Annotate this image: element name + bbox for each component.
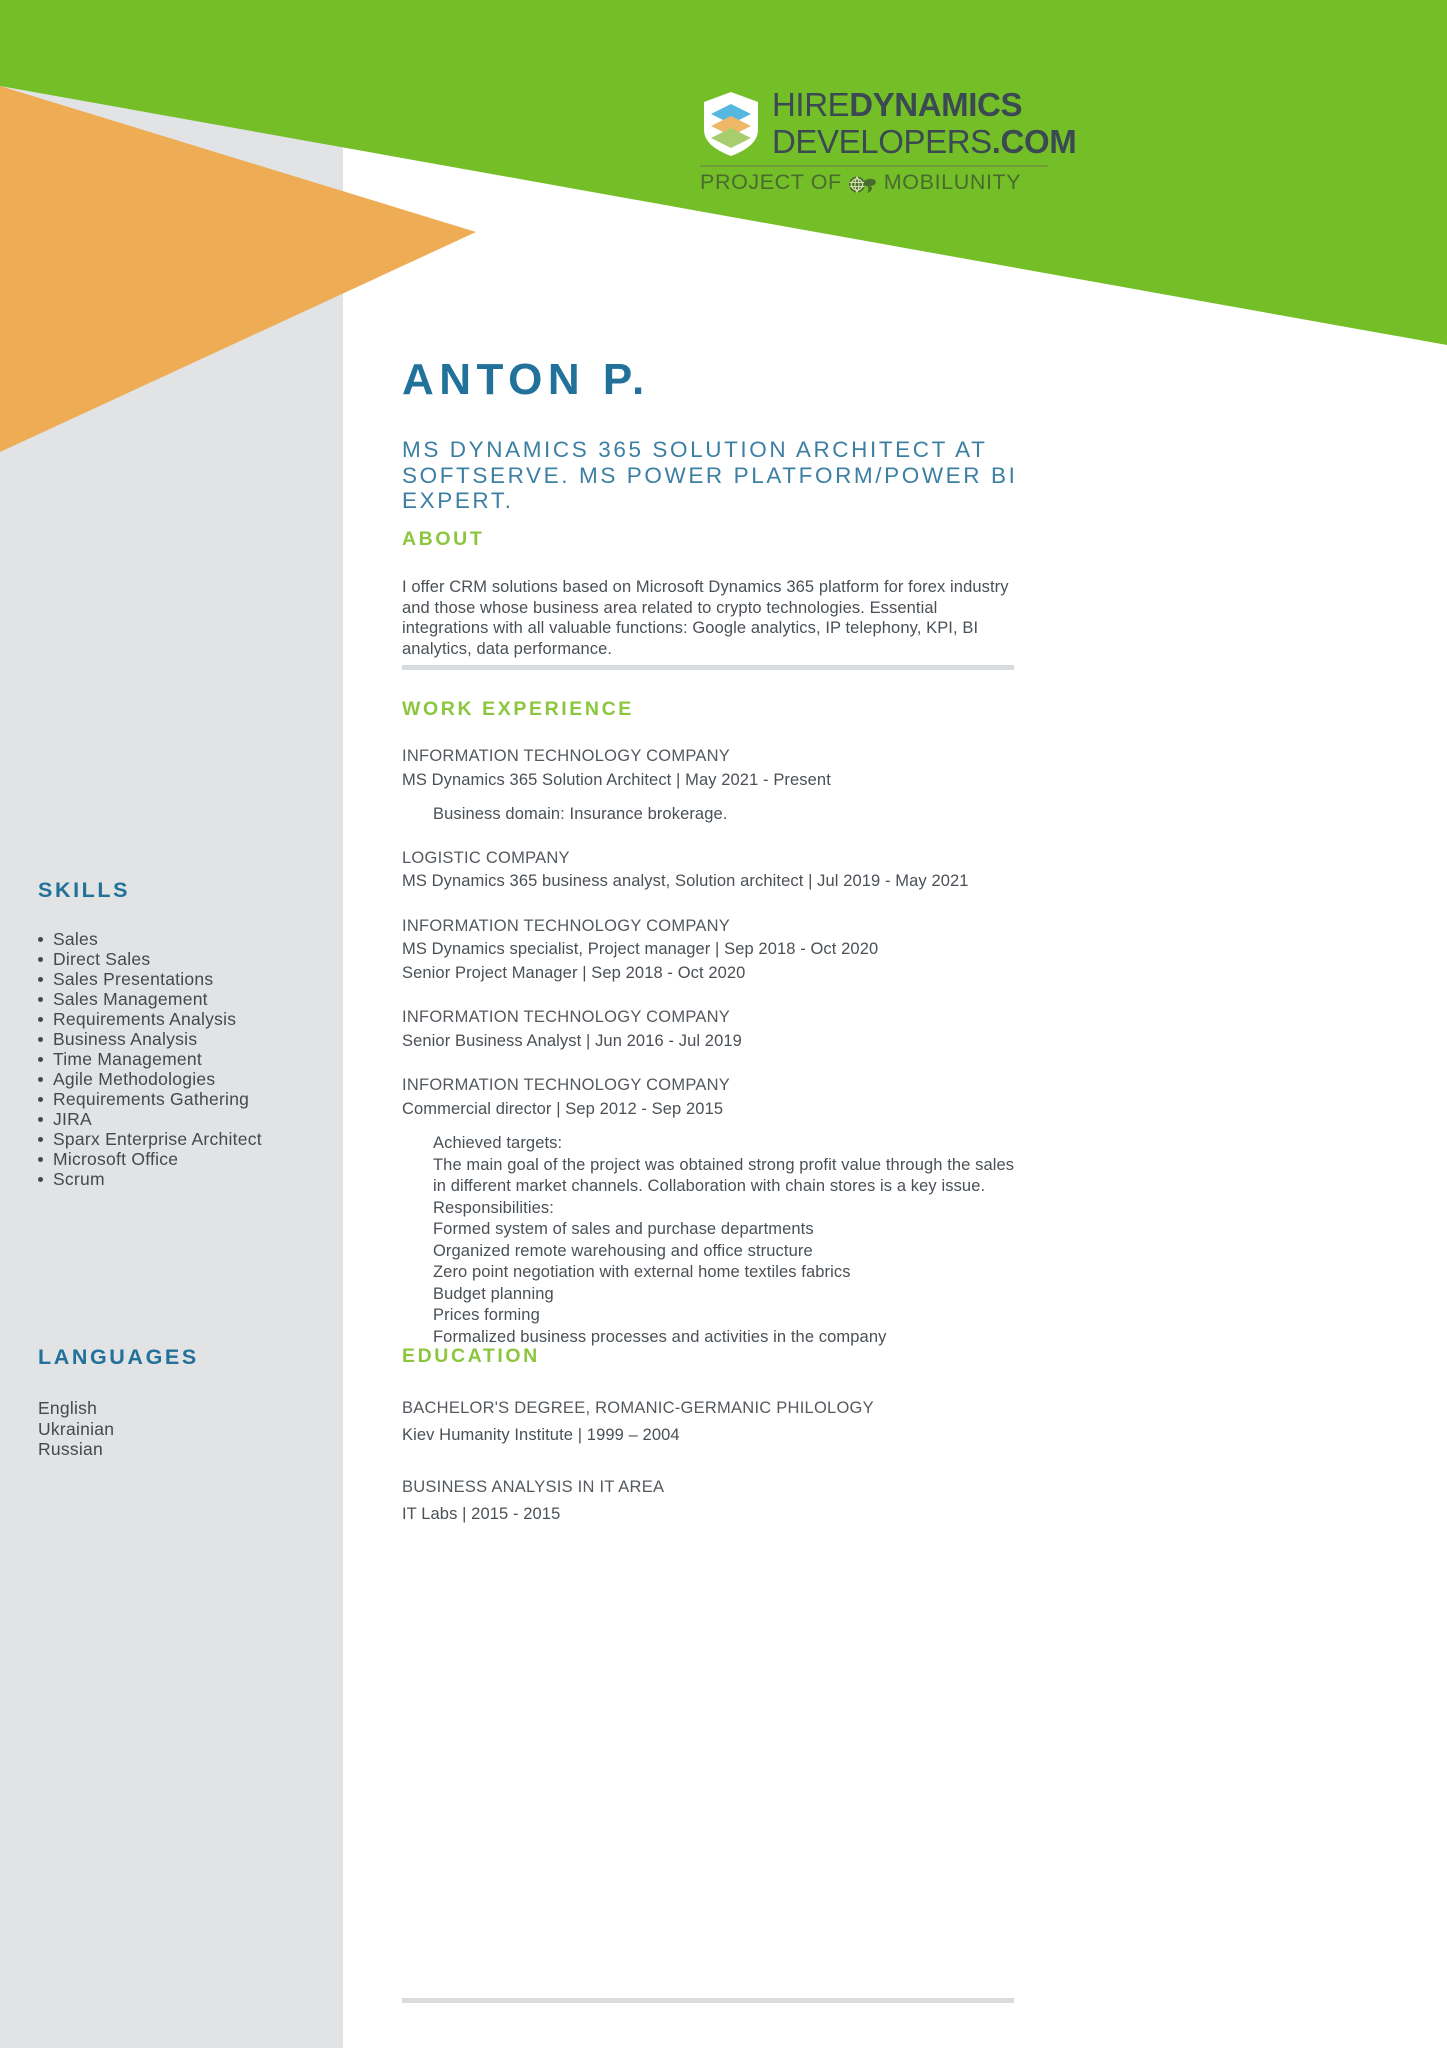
education-heading: EDUCATION — [402, 1345, 540, 1367]
job-position: Senior Project Manager | Sep 2018 - Oct 2020 — [402, 963, 746, 982]
mobilunity-globe-icon — [848, 174, 878, 195]
logo-divider — [700, 165, 1048, 167]
list-item: Sales — [0, 929, 343, 949]
job-detail-line: Formed system of sales and purchase departments — [433, 1220, 814, 1238]
logo-line2-bold: .COM — [991, 123, 1077, 160]
job-detail-line: Business domain: Insurance brokerage. — [433, 805, 728, 823]
languages-list — [0, 1398, 343, 1460]
logo-subline-prefix: PROJECT OF — [700, 170, 842, 194]
list-item: English — [38, 1398, 98, 1418]
job-company: INFORMATION TECHNOLOGY COMPANY — [402, 916, 731, 935]
logo-line1-bold: DYNAMICS — [849, 86, 1023, 123]
job-entry — [402, 1006, 1022, 1053]
education-degree: BUSINESS ANALYSIS IN IT AREA — [402, 1478, 665, 1496]
skills-list — [0, 929, 343, 1189]
languages-heading: LANGUAGES — [38, 1345, 199, 1369]
job-detail-line: Formalized business processes and activities in the company — [433, 1327, 887, 1346]
list-item: Microsoft Office — [0, 1149, 343, 1169]
job-entry — [402, 915, 1022, 986]
job-company: INFORMATION TECHNOLOGY COMPANY — [402, 1076, 731, 1094]
education-section — [402, 1345, 1022, 1526]
list-item: Russian — [38, 1439, 103, 1459]
job-detail-line: Achieved targets: — [433, 1134, 563, 1152]
list-item: Direct Sales — [0, 949, 343, 969]
education-degree: BACHELOR'S DEGREE, ROMANIC-GERMANIC PHILOLOGY — [402, 1399, 874, 1417]
job-detail-line: Prices forming — [433, 1306, 540, 1324]
job-position: Commercial director | Sep 2012 - Sep 2015 — [402, 1099, 724, 1118]
languages-section — [0, 1345, 343, 1460]
job-entry — [402, 847, 1022, 894]
skills-section — [0, 878, 343, 1189]
page-title: ANTON P. — [402, 355, 650, 404]
about-section — [402, 528, 1014, 659]
education-school: IT Labs | 2015 - 2015 — [402, 1505, 561, 1523]
job-detail-line: Zero point negotiation with external home textiles fabrics — [433, 1263, 851, 1281]
about-heading: ABOUT — [402, 528, 485, 550]
job-details — [402, 804, 1022, 826]
job-entry — [402, 745, 1022, 826]
list-item: Business Analysis — [0, 1029, 343, 1049]
section-divider-bottom — [402, 1998, 1014, 2003]
job-company: INFORMATION TECHNOLOGY COMPANY — [402, 747, 731, 765]
section-divider-top — [402, 665, 1014, 670]
education-entry — [402, 1472, 1022, 1526]
about-text: I offer CRM solutions based on Microsoft Dynamics 365 platform for forex industry and those whose business area related to crypto technologies. Essential integrations with all valuable functions: Google analytics, IP telephony, KPI, BI analytics, data performance. — [402, 578, 1009, 658]
layered-cube-shield-icon — [700, 90, 762, 158]
work-experience-section — [402, 698, 1022, 1348]
logo-line2-light: DEVELOPERS — [772, 123, 992, 160]
job-position: MS Dynamics 365 business analyst, Solution architect | Jul 2019 - May 2021 — [402, 872, 969, 890]
list-item: Scrum — [0, 1169, 343, 1189]
education-entry — [402, 1393, 1022, 1447]
job-position: Senior Business Analyst | Jun 2016 - Jul 2019 — [402, 1031, 742, 1050]
job-detail-line: Organized remote warehousing and office structure — [433, 1241, 813, 1260]
job-detail-line: Budget planning — [433, 1284, 554, 1303]
skills-heading: SKILLS — [38, 878, 131, 902]
logo-line1-light: HIRE — [772, 86, 850, 123]
job-position: MS Dynamics specialist, Project manager | Sep 2018 - Oct 2020 — [402, 940, 879, 958]
logo-subline — [700, 170, 1060, 195]
brand-logo[interactable] — [700, 86, 1077, 198]
list-item: Agile Methodologies — [0, 1069, 343, 1089]
job-detail-line: Responsibilities: — [433, 1198, 554, 1217]
list-item: Sales Management — [0, 989, 343, 1009]
list-item: Sales Presentations — [0, 969, 343, 989]
work-experience-heading: WORK EXPERIENCE — [402, 698, 634, 720]
job-position: MS Dynamics 365 Solution Architect | May 2021 - Present — [402, 770, 831, 789]
list-item: Requirements Gathering — [0, 1089, 343, 1109]
list-item: Requirements Analysis — [0, 1009, 343, 1029]
list-item: Ukrainian — [38, 1418, 115, 1439]
list-item: JIRA — [0, 1109, 343, 1129]
sidebar — [0, 0, 343, 2048]
job-details — [402, 1133, 1022, 1348]
logo-subline-brand: MOBILUNITY — [883, 170, 1022, 194]
list-item: Sparx Enterprise Architect — [0, 1129, 343, 1149]
education-school: Kiev Humanity Institute | 1999 – 2004 — [402, 1426, 680, 1444]
job-company: INFORMATION TECHNOLOGY COMPANY — [402, 1008, 731, 1026]
job-entry — [402, 1074, 1022, 1348]
list-item: Time Management — [0, 1049, 343, 1069]
candidate-role: MS DYNAMICS 365 SOLUTION ARCHITECT AT SOFTSERVE. MS POWER PLATFORM/POWER BI EXPERT. — [402, 437, 1018, 513]
job-company: LOGISTIC COMPANY — [402, 848, 570, 867]
job-detail-line: The main goal of the project was obtained strong profit value through the sales in different market channels. Collaboration with chain stores is a key issue. — [433, 1155, 1015, 1195]
logo-wordmark — [772, 86, 1077, 160]
